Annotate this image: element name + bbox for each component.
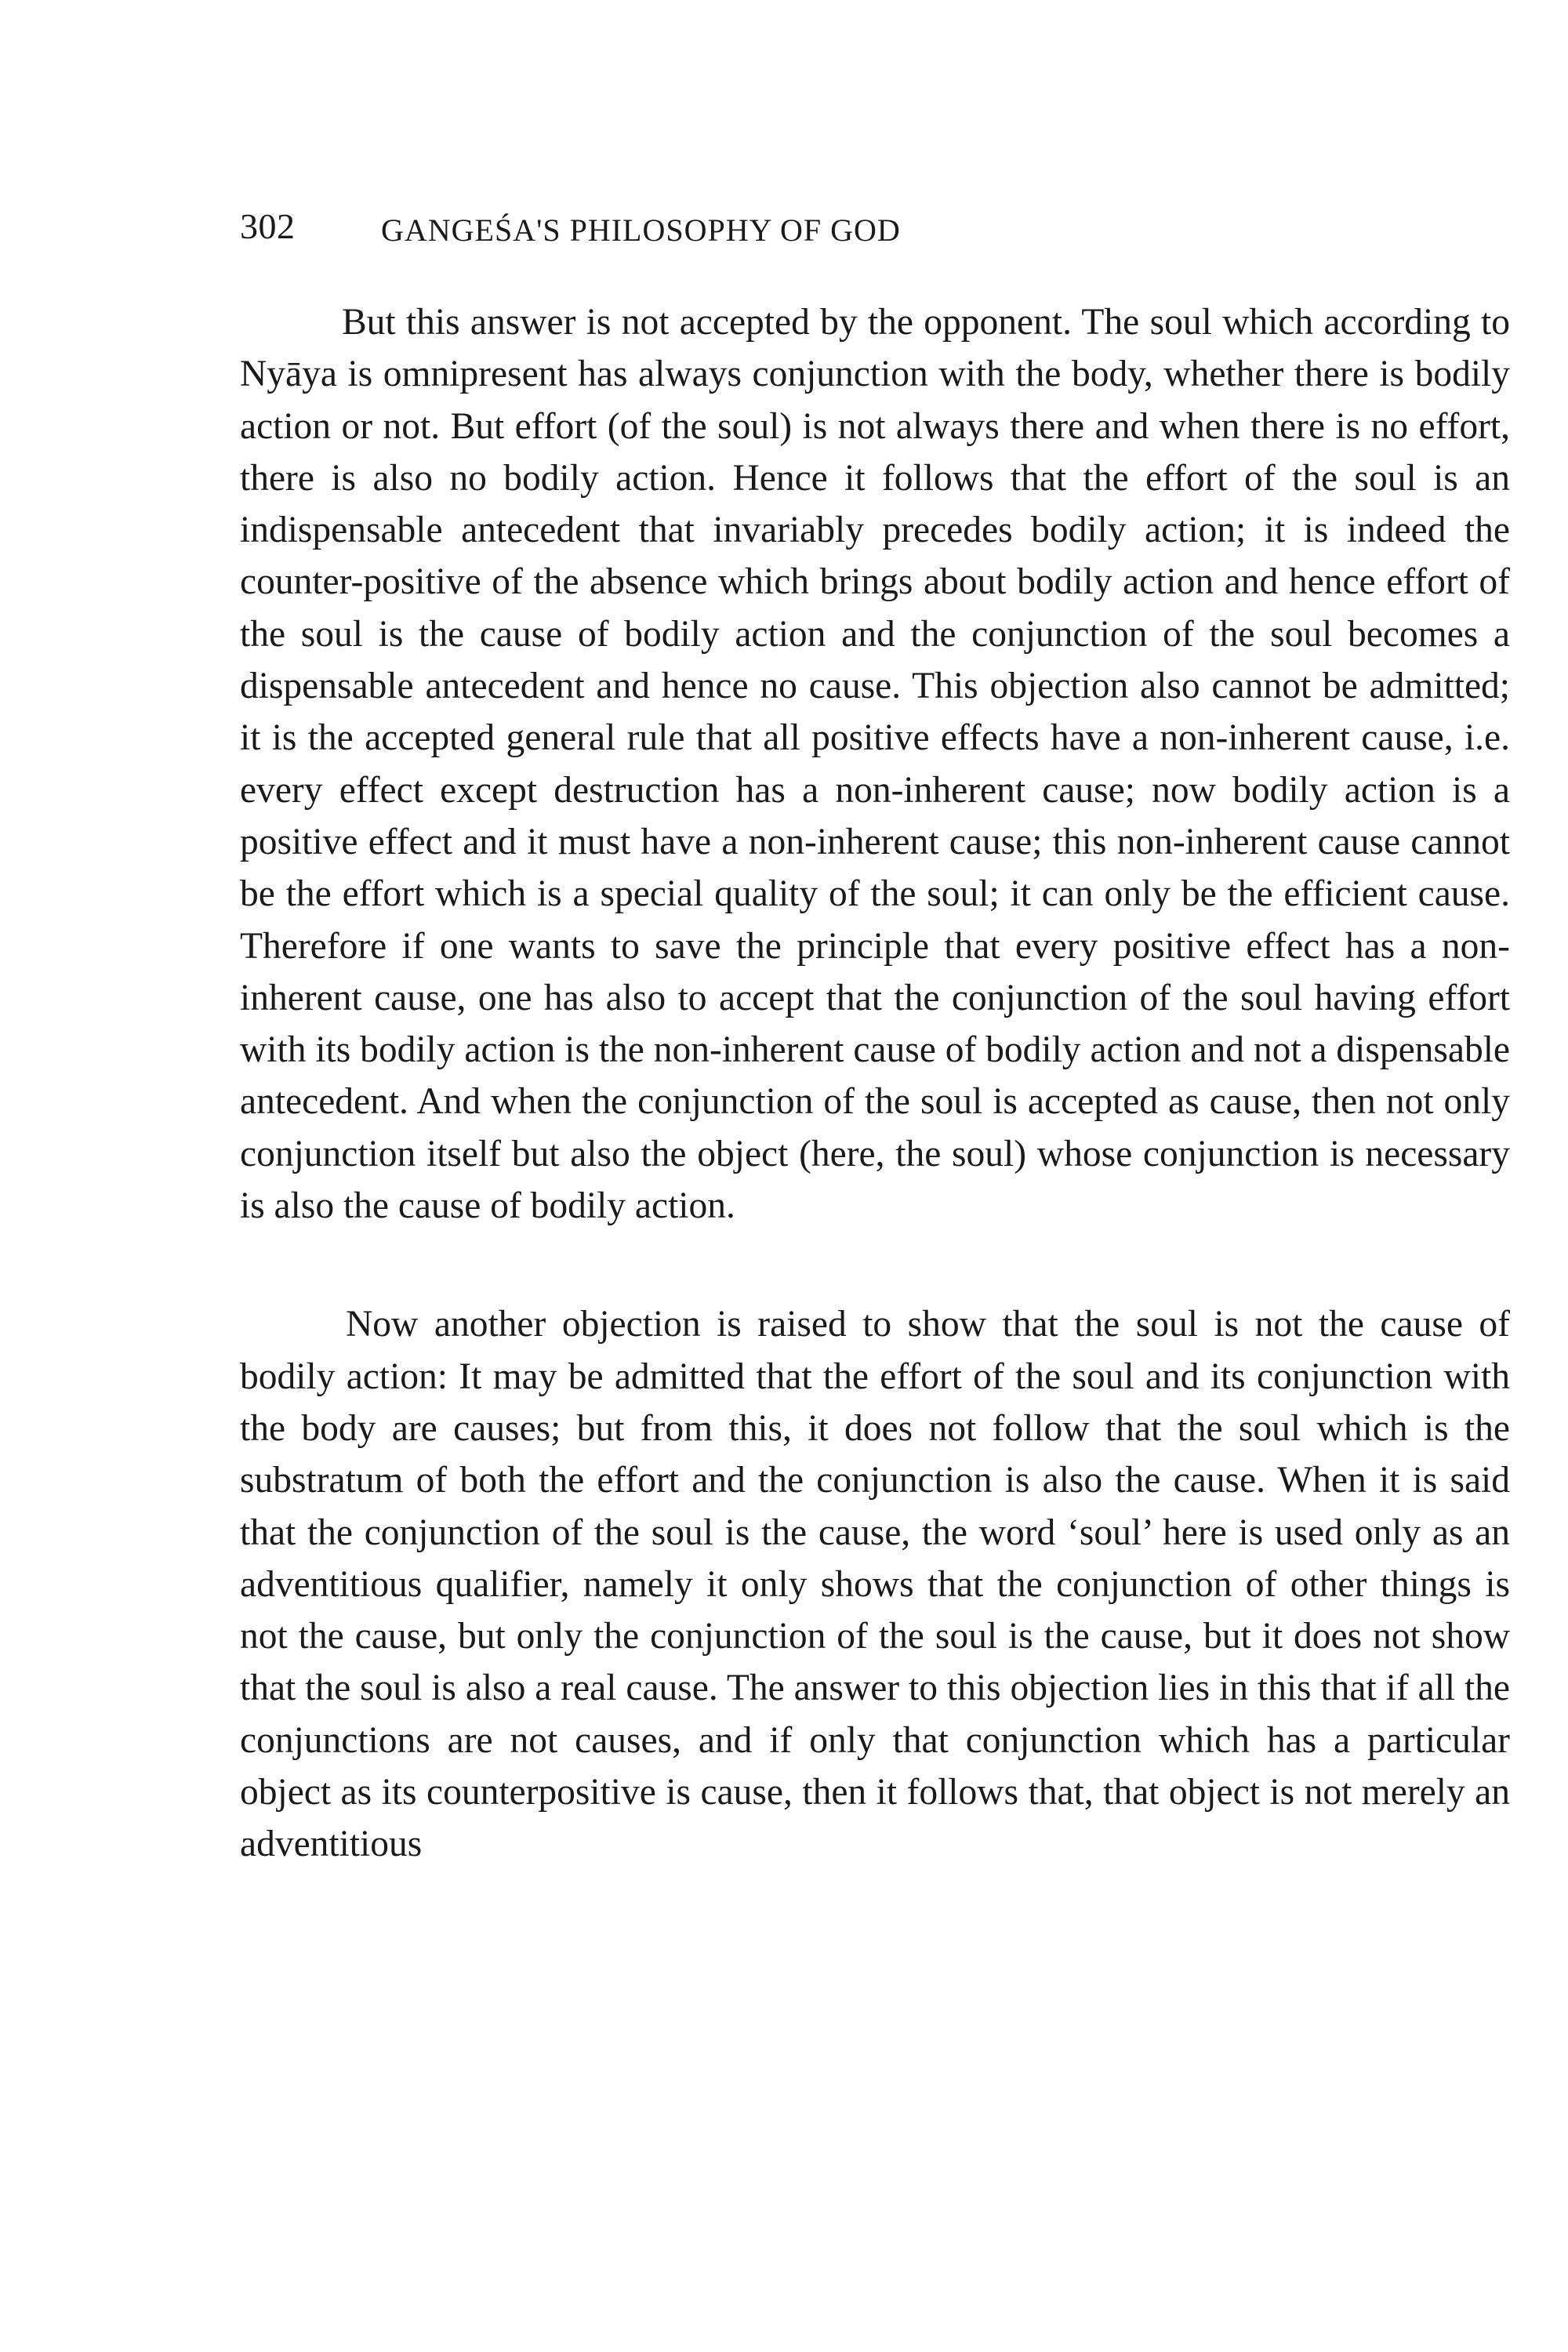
running-head [240,205,1275,260]
paragraph-1: But this answer is not accepted by the opponent. The soul which according to Nyāya is omnipresent has always conjunction with the body, whether there is bodily action or not. But effort (of the soul) is not always there and when there is no effort, there is also no bodily action. Hence it follows that the effort of the soul is an indispensable antecedent that invariably precedes bodily action; it is indeed the counter-positive of the absence which brings about bodily action and hence effort of the soul is the cause of bodily action and the conjunction of the soul becomes a dispensable antecedent and hence no cause. This objection also cannot be admitted; it is the accepted general rule that all positive effects have a non-inherent cause, i.e. every effect except destruction has a non-inherent cause; now bodily action is a positive effect and it must have a non-inherent cause; this non-inherent cause cannot be the effort which is a special quality of the soul; it can only be the efficient cause. Therefore if one wants to save the principle that every positive effect has a non-inherent cause, one has also to accept that the conjunction of the soul having effort with its bodily action is the non-inherent cause of bodily action and not a dispensable antecedent. And when the conjunction of the soul is accepted as cause, then not only conjunction itself but also the object (here, the soul) whose conjunction is necessary is also the cause of bodily action. [240,302,1510,1227]
running-title: GANGEŚA'S PHILOSOPHY OF GOD [381,212,901,248]
body-text [240,296,1510,1871]
page-number: 302 [240,206,296,246]
paragraph-2: Now another objection is raised to show that the soul is not the cause of bodily action: It may be admitted that the effort of the soul and its conjunction with the body are causes; but from this, it does not follow that the soul which is the substratum of both the effort and the conjunction is also the cause. When it is said that the conjunction of the soul is the cause, the word ‘soul’ here is used only as an adventitious qualifier, namely it only shows that the conjunction of other things is not the cause, but only the conjunction of the soul is the cause, but it does not show that the soul is also a real cause. The answer to this objection lies in this that if all the conjunctions are not causes, and if only that conjunction which has a particular object as its counterpositive is cause, then it follows that, that object is not merely an adventitious [240,1304,1510,1865]
